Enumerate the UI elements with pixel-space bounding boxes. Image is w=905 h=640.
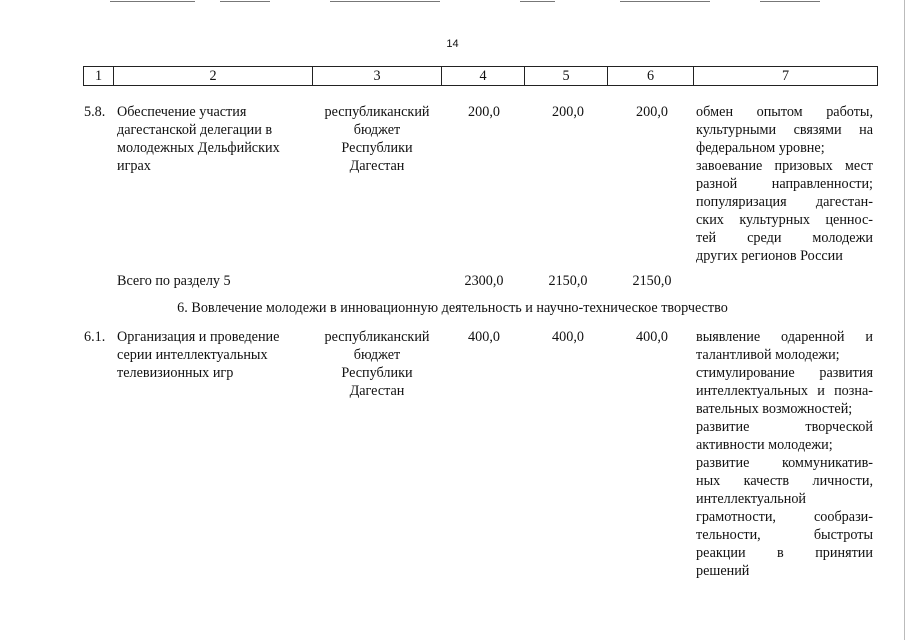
- result-line: развитие коммуникатив-: [696, 455, 873, 471]
- total-col-4: 2300,0: [464, 273, 504, 289]
- expected-results: [696, 103, 873, 265]
- result-line: культурными связями на: [696, 122, 873, 138]
- total-col-5: 2150,0: [548, 273, 588, 289]
- row-number: 6.1.: [84, 329, 106, 345]
- source-line: Дагестан: [349, 383, 405, 399]
- result-line: грамотности, сообрази-: [696, 509, 873, 525]
- result-line: талантливой молодежи;: [696, 347, 840, 363]
- result-line: федеральном уровне;: [696, 140, 825, 156]
- result-line: активности молодежи;: [696, 437, 833, 453]
- event-line: молодежных Дельфийских: [117, 140, 280, 156]
- expected-results: [696, 328, 873, 580]
- result-line: тей среди молодежи: [696, 230, 873, 246]
- source-line: Республики: [341, 140, 413, 156]
- result-line: развитие творческой: [696, 419, 873, 435]
- value-col-6: 400,0: [636, 329, 668, 345]
- result-line: интеллектуальной: [696, 491, 807, 507]
- result-line: тельности, быстроты: [696, 527, 873, 543]
- value-col-4: 200,0: [468, 104, 500, 120]
- value-col-6: 200,0: [636, 104, 668, 120]
- result-line: популяризация дагестан-: [696, 194, 873, 210]
- header-col-1: 1: [84, 67, 114, 85]
- header-col-4: 4: [442, 67, 525, 85]
- event-line: играх: [117, 158, 151, 174]
- header-col-3: 3: [313, 67, 442, 85]
- result-line: разной направленности;: [696, 176, 873, 192]
- funding-source: [312, 103, 442, 175]
- total-label: Всего по разделу 5: [117, 273, 231, 289]
- source-line: республиканский: [324, 104, 430, 120]
- event-description: [117, 103, 317, 175]
- event-line: Организация и проведение: [117, 329, 280, 345]
- event-description: [117, 328, 317, 382]
- event-line: серии интеллектуальных: [117, 347, 268, 363]
- result-line: стимулирование развития: [696, 365, 873, 381]
- section-6-title: 6. Вовлечение молодежи в инновационную деятельность и научно-техническое творчество: [177, 300, 728, 316]
- source-line: Республики: [341, 365, 413, 381]
- source-line: бюджет: [353, 347, 401, 363]
- header-col-2: 2: [114, 67, 313, 85]
- source-line: бюджет: [353, 122, 401, 138]
- result-line: ных качеств личности,: [696, 473, 873, 489]
- header-col-7: 7: [781, 68, 790, 84]
- result-line: обмен опытом работы,: [696, 104, 873, 120]
- value-col-5: 400,0: [552, 329, 584, 345]
- header-col-5: 5: [525, 67, 608, 85]
- value-col-5: 200,0: [552, 104, 584, 120]
- result-line: реакции в принятии: [696, 545, 873, 561]
- result-line: ских культурных ценнос-: [696, 212, 873, 228]
- funding-source: [312, 328, 442, 400]
- value-col-4: 400,0: [468, 329, 500, 345]
- result-line: завоевание призовых мест: [696, 158, 873, 174]
- scan-top-edge: [0, 0, 905, 4]
- event-line: телевизионных игр: [117, 365, 234, 381]
- page-number: 14: [446, 38, 459, 50]
- event-line: Обеспечение участия: [117, 104, 247, 120]
- source-line: Дагестан: [349, 158, 405, 174]
- event-line: дагестанской делегации в: [117, 122, 273, 138]
- result-line: других регионов России: [696, 248, 843, 264]
- result-line: решений: [696, 563, 750, 579]
- result-line: интеллектуальных и позна-: [696, 383, 873, 399]
- result-line: вательных возможностей;: [696, 401, 853, 417]
- total-col-6: 2150,0: [632, 273, 672, 289]
- header-col-6: 6: [608, 67, 694, 85]
- table-header-row: [83, 66, 878, 86]
- source-line: республиканский: [324, 329, 430, 345]
- result-line: выявление одаренной и: [696, 329, 873, 345]
- row-number: 5.8.: [84, 104, 106, 120]
